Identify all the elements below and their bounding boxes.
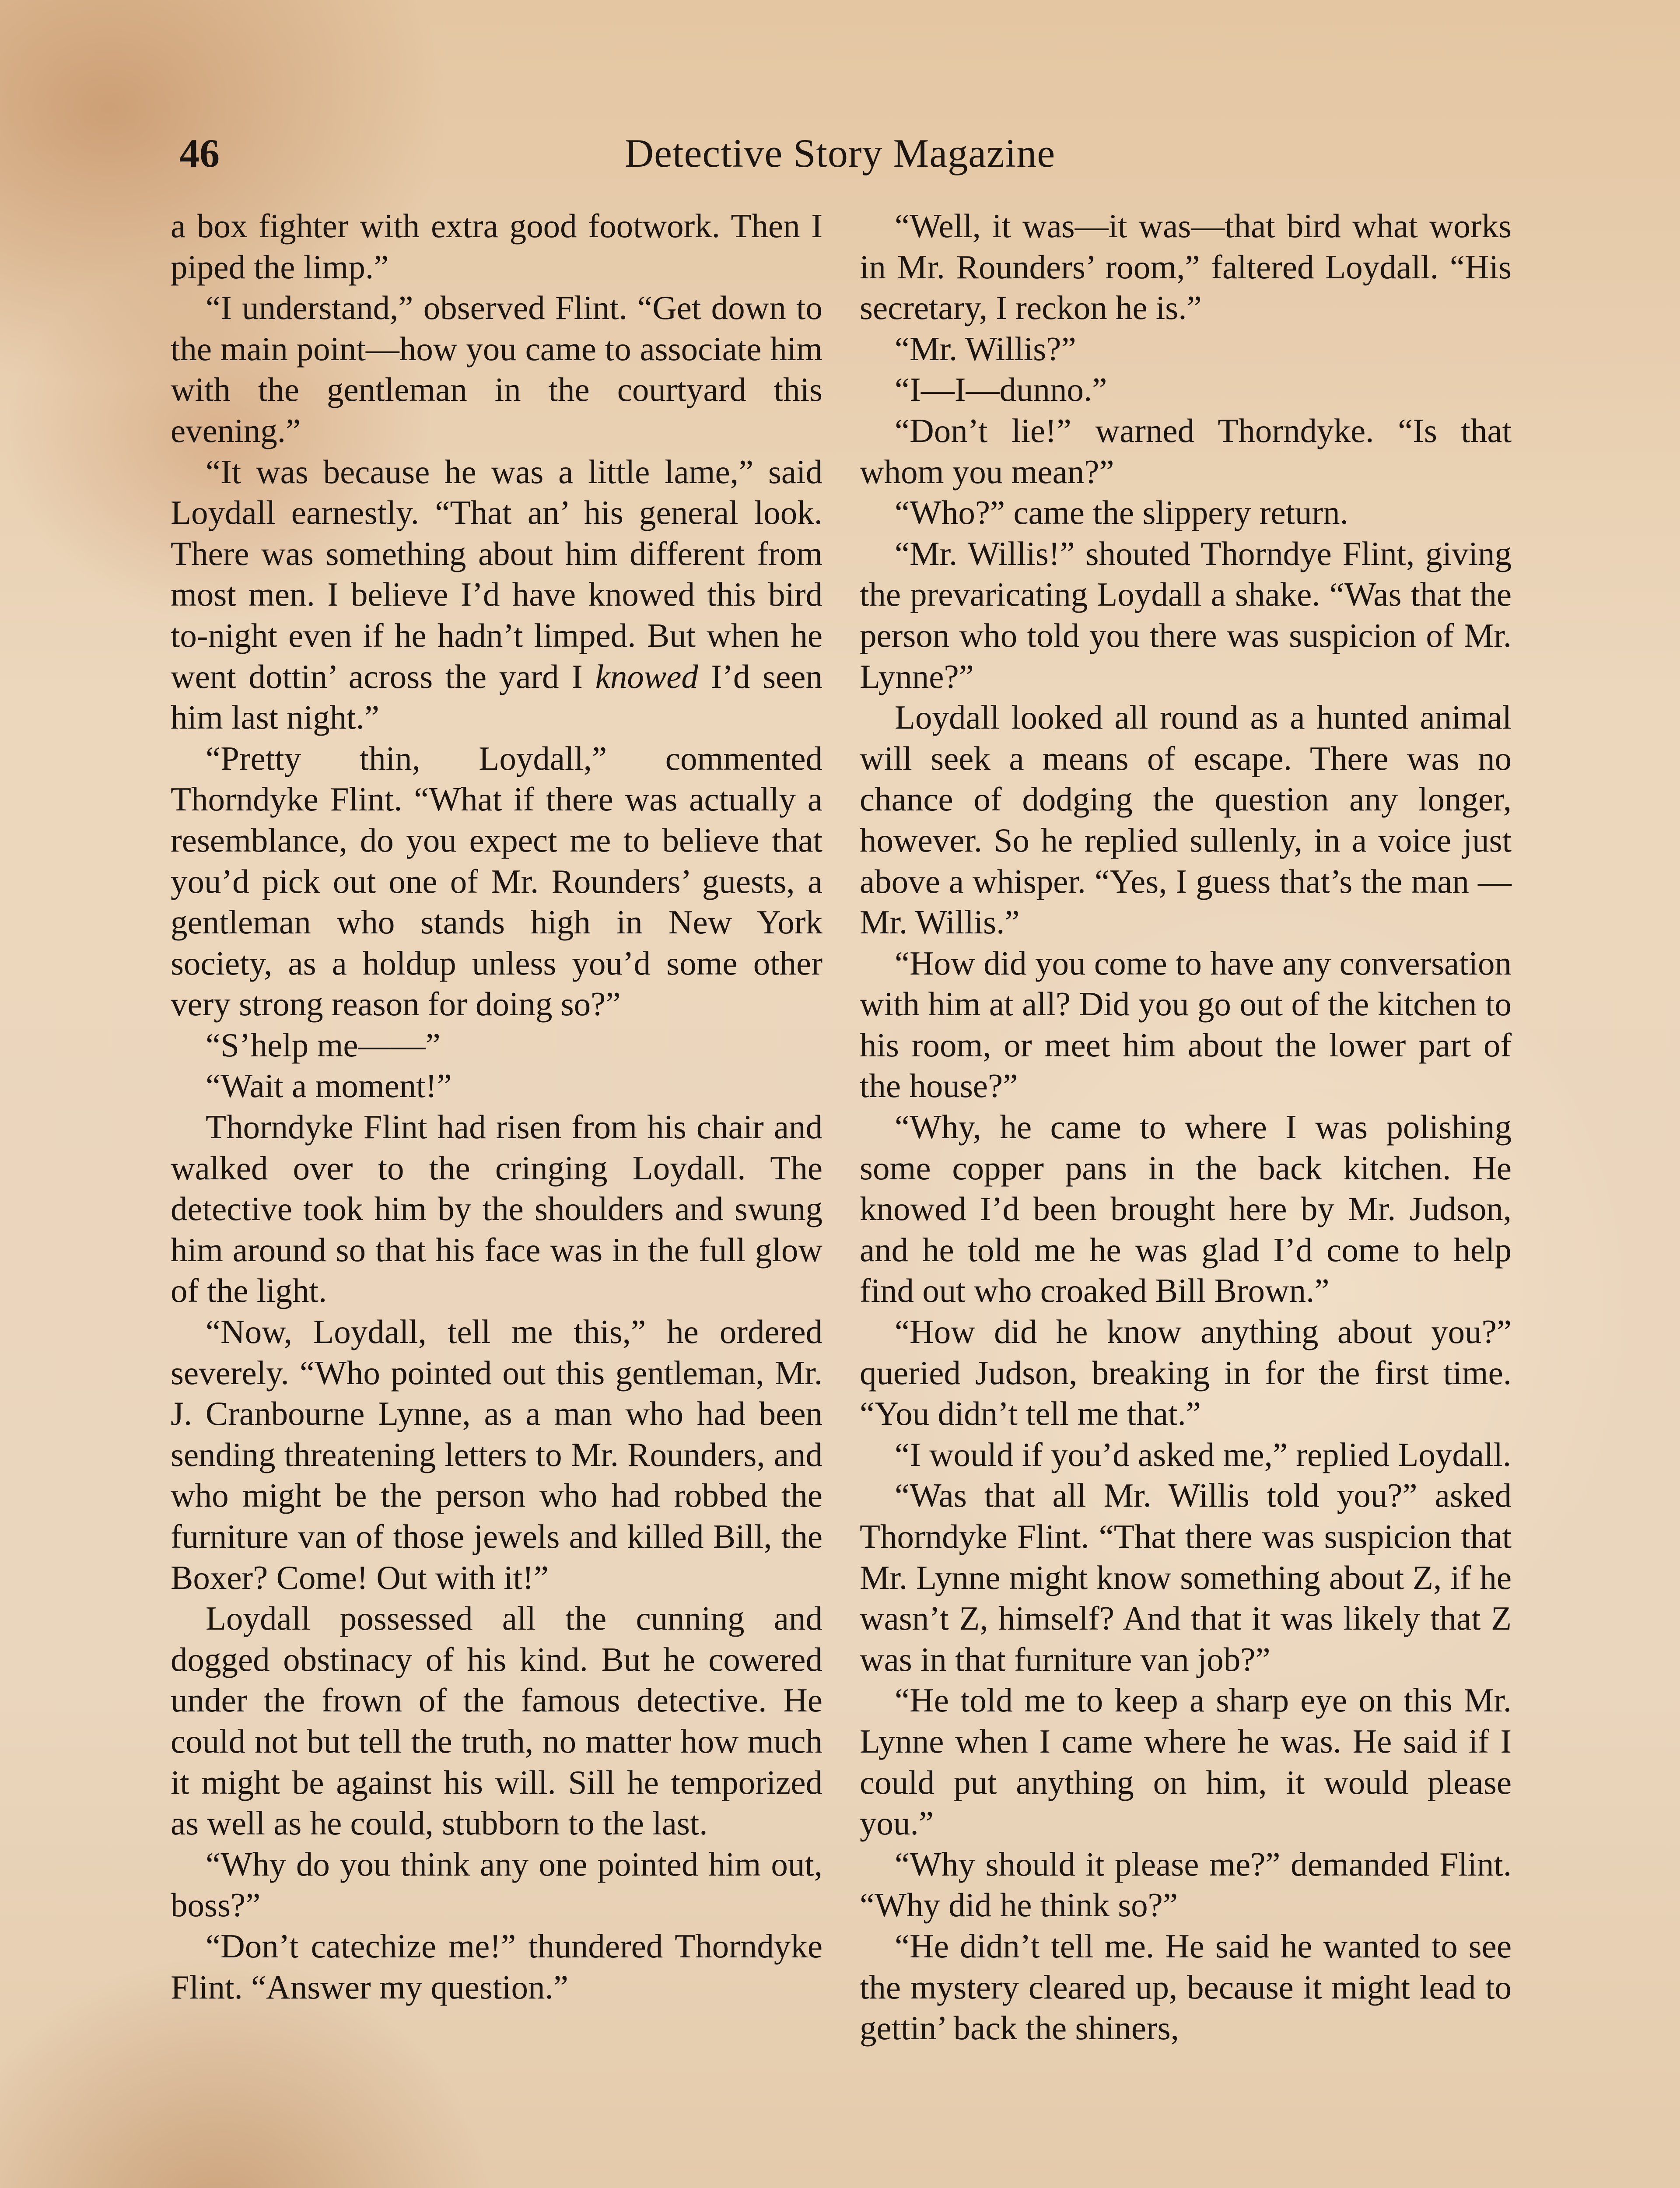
paragraph: a box fighter with extra good footwork. Then I piped the limp.” xyxy=(171,207,822,286)
page-number: 46 xyxy=(179,131,220,175)
paragraph: “I would if you’d asked me,” replied Loydall. xyxy=(895,1435,1512,1473)
magazine-title: Detective Story Magazine xyxy=(624,131,1056,175)
paragraph: “Don’t catechize me!” thundered Thorndyke Flint. “Answer my question.” xyxy=(171,1927,822,2006)
paragraph: “How did you come to have any conversation with him at all? Did you go out of the kitchen to his room, or meet him about the lower part of the house?” xyxy=(860,944,1512,1105)
paragraph: “Why should it please me?” demanded Flint. “Why did he think so?” xyxy=(860,1845,1512,1924)
paragraph: “I—I—dunno.” xyxy=(895,371,1107,409)
left-column xyxy=(171,206,822,2008)
paragraph: “Why, he came to where I was polishing some copper pans in the back kitchen. He knowed I’d been brought here by Mr. Judson, and he told me he was glad I’d come to help find out who croaked Bill Brown.” xyxy=(860,1108,1512,1310)
paragraph: “Mr. Willis?” xyxy=(895,330,1076,368)
paragraph-text: I’d seen him last night.” xyxy=(171,657,822,736)
emphasis-text: knowed xyxy=(595,657,698,695)
paragraph: “He told me to keep a sharp eye on this Mr. Lynne when I came where he was. He said if I could put anything on him, it would please you.” xyxy=(860,1681,1512,1842)
right-column xyxy=(860,206,1512,2049)
paragraph: “Pretty thin, Loydall,” commented Thorndyke Flint. “What if there was actually a resemblance, do you expect me to believe that you’d pick out one of Mr. Rounders’ guests, a gentleman who stands high in New York society, as a holdup unless you’d some other very strong reason for doing so?” xyxy=(171,739,822,1023)
paragraph: “Who?” came the slippery return. xyxy=(895,494,1348,532)
paragraph: “Wait a moment!” xyxy=(206,1067,452,1105)
paragraph: “Why do you think any one pointed him out, boss?” xyxy=(171,1845,822,1924)
paragraph: “Was that all Mr. Willis told you?” asked Thorndyke Flint. “That there was suspicion that Mr. Lynne might know something about Z, if he wasn’t Z, himself? And that it was likely that Z was in that furniture van job?” xyxy=(860,1476,1512,1678)
paragraph: Loydall possessed all the cunning and dogged obstinacy of his kind. But he cowered under the frown of the famous detective. He could not but tell the truth, no matter how much it might be against his will. Sill he temporized as well as he could, stubborn to the last. xyxy=(171,1599,822,1842)
paragraph: Thorndyke Flint had risen from his chair and walked over to the cringing Loydall. The detective took him by the shoulders and swung him around so that his face was in the full glow of the light. xyxy=(171,1108,822,1310)
paragraph: “I understand,” observed Flint. “Get down to the main point—how you came to associate him with the gentleman in the courtyard this evening.” xyxy=(171,289,822,449)
paragraph: “Don’t lie!” warned Thorndyke. “Is that whom you mean?” xyxy=(860,411,1512,491)
paragraph xyxy=(171,452,822,738)
paragraph: “Well, it was—it was—that bird what works in Mr. Rounders’ room,” faltered Loydall. “His secretary, I reckon he is.” xyxy=(860,207,1512,327)
paragraph: “Now, Loydall, tell me this,” he ordered severely. “Who pointed out this gentleman, Mr. J. Cranbourne Lynne, as a man who had been sending threatening letters to Mr. Rounders, and who might be the person who had robbed the furniture van of those jewels and killed Bill, the Boxer? Come! Out with it!” xyxy=(171,1313,822,1596)
paragraph: “S’help me——” xyxy=(206,1026,441,1064)
paragraph-text: “It was because he was a little lame,” said Loydall earnestly. “That an’ his general look. There was something about him different from most men. I believe I’d have knowed this bird to-night even if he hadn’t limped. But when he went dottin’ across the yard I xyxy=(171,452,822,695)
page-header xyxy=(0,127,1680,179)
paragraph: “Mr. Willis!” shouted Thorndye Flint, giving the prevaricating Loydall a shake. “Was that the person who told you there was suspicion of Mr. Lynne?” xyxy=(860,534,1512,695)
paragraph: Loydall looked all round as a hunted animal will seek a means of escape. There was no chance of dodging the question any longer, however. So he replied sullenly, in a voice just above a whisper. “Yes, I guess that’s the man —Mr. Willis.” xyxy=(860,698,1512,941)
paragraph: “He didn’t tell me. He said he wanted to see the mystery cleared up, because it might lead to gettin’ back the shiners, xyxy=(860,1927,1512,2047)
paragraph: “How did he know anything about you?” queried Judson, breaking in for the first time. “You didn’t tell me that.” xyxy=(860,1313,1512,1433)
